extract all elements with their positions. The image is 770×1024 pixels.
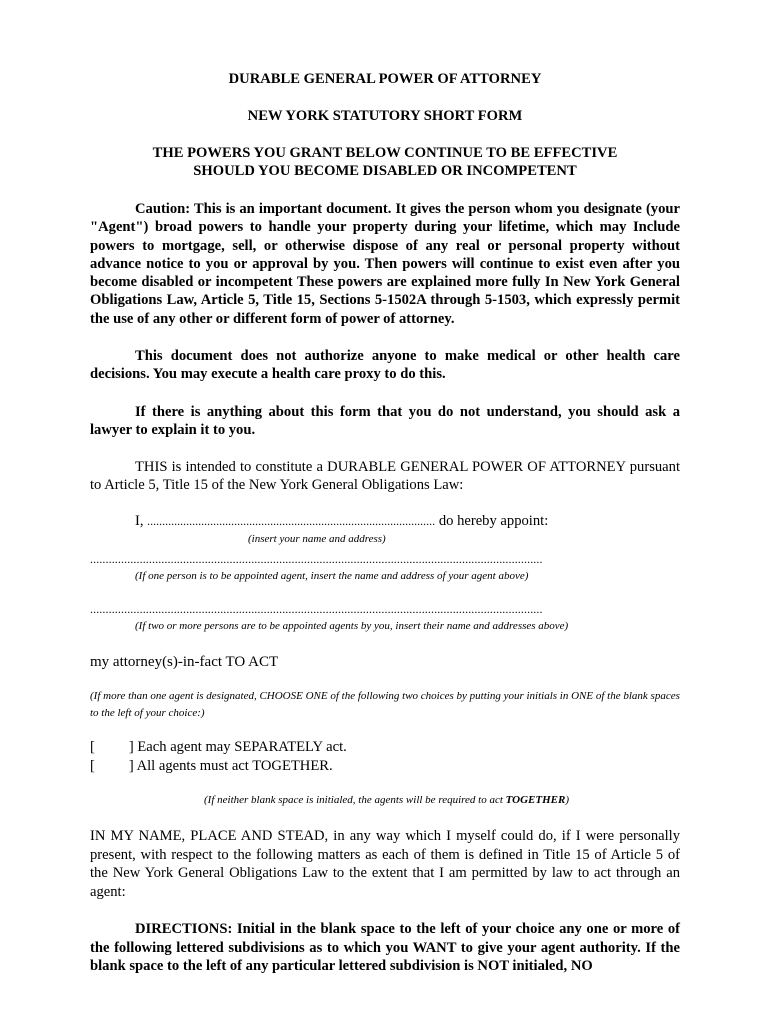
initial-bracket: [ [90, 758, 95, 774]
insert-name-note: (insert your name and address) [248, 533, 386, 545]
notice-line-2: SHOULD YOU BECOME DISABLED OR INCOMPETENT [193, 163, 577, 179]
lawyer-paragraph: If there is anything about this form that you do not understand, you should ask a lawyer to explain it to you. [90, 404, 680, 439]
agent-blank[interactable]: .................................................................................................................................................. [90, 552, 543, 566]
one-agent-note: (If one person is to be appointed agent, insert the name and address of your agent above) [135, 570, 529, 582]
stead-paragraph: IN MY NAME, PLACE AND STEAD, in any way which I myself could do, if I were personally present, with respect to the following matters as each of them is defined in Title 15 of Article 5 of the New York General Obligations Law to the extent that I am permitted by law to act through an agent: [90, 828, 680, 900]
appoint-prefix: I, [135, 513, 148, 529]
initial-bracket: [ [90, 739, 95, 755]
two-agents-note: (If two or more persons are to be appointed agents by you, insert their name and addresses above) [135, 620, 569, 632]
neither-initialed-note [204, 794, 569, 806]
neither-note-end: ) [565, 794, 570, 806]
document-subtitle: NEW YORK STATUTORY SHORT FORM [247, 108, 523, 124]
option-separately-label: ] Each agent may SEPARATELY act. [128, 739, 347, 755]
notice-line-1: THE POWERS YOU GRANT BELOW CONTINUE TO BE EFFECTIVE [152, 145, 618, 161]
document-title: DURABLE GENERAL POWER OF ATTORNEY [228, 71, 542, 87]
directions-paragraph: DIRECTIONS: Initial in the blank space to the left of your choice any one or more of the following lettered subdivisions as to which you WANT to give your agent authority. If the blank space to the left of any particular lettered subdivision is NOT initialed, NO [90, 921, 680, 974]
option-together-label: ] All agents must act TOGETHER. [128, 758, 333, 774]
intent-paragraph: THIS is intended to constitute a DURABLE GENERAL POWER OF ATTORNEY pursuant to Article 5, Title 15 of the New York General Obligations Law: [90, 459, 680, 494]
neither-note-text: (If neither blank space is initialed, the agents will be required to act [204, 794, 506, 806]
name-blank[interactable]: ................................................................................................ [147, 514, 436, 528]
neither-note-emphasis: TOGETHER [505, 794, 566, 806]
choose-note: (If more than one agent is designated, CHOOSE ONE of the following two choices by putting your initials in ONE of the blank spaces to the left of your choice:) [90, 690, 680, 719]
option-separately[interactable] [90, 739, 347, 756]
appoint-suffix: do hereby appoint: [435, 513, 549, 529]
caution-paragraph: Caution: This is an important document. It gives the person whom you designate (your "Agent") broad powers to handle your property during your lifetime, which may Include powers to mortgage, sell, or otherwise dispose of any real or personal property without advance notice to you or approval by you. Then powers will continue to exist even after you become disabled or incompetent These powers are explained more fully In New York General Obligations Law, Article 5, Title 15, Sections 5-1502A through 5-1503, which expressly permit the use of any other or different form of power of attorney. [90, 201, 680, 327]
second-agent-blank[interactable]: .................................................................................................................................................. [90, 602, 543, 616]
option-together[interactable] [90, 758, 333, 775]
appoint-line [135, 513, 548, 530]
attorney-in-fact-label: my attorney(s)-in-fact TO ACT [90, 654, 279, 670]
health-care-paragraph: This document does not authorize anyone to make medical or other health care decisions. You may execute a health care proxy to do this. [90, 348, 680, 383]
